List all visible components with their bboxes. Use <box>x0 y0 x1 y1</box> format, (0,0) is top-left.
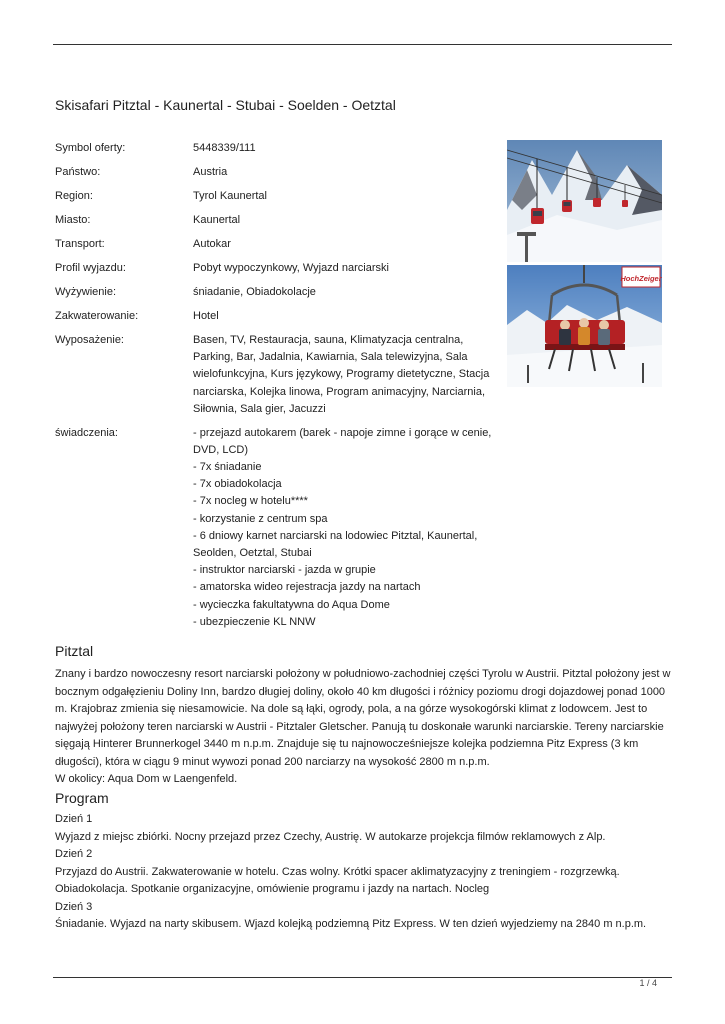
paragraph-line: Przyjazd do Austrii. Zakwaterowanie w hotelu. Czas wolny. Krótki spacer aklimatyzacyjny z treningiem - rozgrzewką. <box>55 865 620 878</box>
detail-value <box>193 284 500 302</box>
detail-value <box>193 425 500 631</box>
detail-value-line: - korzystanie z centrum spa <box>193 512 328 525</box>
detail-value-line: Tyrol Kaunertal <box>193 190 267 202</box>
page-number: 1 / 4 <box>639 978 657 988</box>
detail-value-line: Parking, Bar, Jadalnia, Kawiarnia, Sala telewizyjna, Sala <box>193 351 468 364</box>
paragraph-line: długości), która w ciągu 9 minut wywozi ponad 200 narciarzy na wysokość 2800 m n.p.m. <box>55 755 490 768</box>
detail-value-line: - przejazd autokarem (barek - napoje zimne i gorące w cenie, <box>193 426 492 439</box>
detail-value <box>193 236 500 254</box>
detail-row <box>55 212 500 230</box>
paragraph-line: Obiadokolacja. Spotkanie organizacyjne, omówienie programu i jazdy na nartach. Nocleg <box>55 883 490 895</box>
detail-value-line: - 6 dniowy karnet narciarski na lodowiec Pitztal, Kaunertal, <box>193 529 478 542</box>
detail-row <box>55 236 500 254</box>
detail-value <box>193 332 500 418</box>
detail-value-line: Pobyt wypoczynkowy, Wyjazd narciarski <box>193 262 389 274</box>
detail-value-line: śniadanie, Obiadokolacje <box>193 286 316 298</box>
detail-value <box>193 260 500 278</box>
detail-label: Państwo: <box>55 166 101 178</box>
detail-value-line: - 7x obiadokolacja <box>193 478 282 491</box>
paragraph-line: Dzień 1 <box>55 813 93 825</box>
hochzeiger-sign: HochZeiger <box>620 274 662 283</box>
pitztal-description <box>55 666 675 789</box>
paragraph-line: W okolicy: Aqua Dom w Laengenfeld. <box>55 773 238 785</box>
paragraph-line: Dzień 2 <box>55 848 93 860</box>
detail-label: świadczenia: <box>55 426 118 439</box>
detail-row <box>55 140 500 158</box>
detail-row <box>55 188 500 206</box>
program-description <box>55 811 675 934</box>
detail-value-line: Siłownia, Sala gier, Jacuzzi <box>193 402 326 415</box>
offer-details <box>55 140 500 637</box>
detail-label: Profil wyjazdu: <box>55 262 126 274</box>
detail-value-line: - ubezpieczenie KL NNW <box>193 615 316 628</box>
paragraph-line: sięgają Hinterer Brunnerkogel 3440 m n.p.m. Znajduje się tu najnowocześniejsze kolejka podziemna Pitz Express (3 km <box>55 738 639 750</box>
detail-value <box>193 140 500 158</box>
detail-value-line: Hotel <box>193 310 219 322</box>
detail-value-line: - 7x nocleg w hotelu**** <box>193 495 308 508</box>
detail-value-line: - 7x śniadanie <box>193 460 262 473</box>
detail-row <box>55 284 500 302</box>
detail-value-line: Kaunertal <box>193 214 241 226</box>
paragraph-line: najwyżej położony teren narciarski w Austrii - Pitztaler Gletscher. Panują tu doskonałe warunki narciarskie. Tereny narciarskie <box>55 720 664 733</box>
detail-value-line: Austria <box>193 166 228 178</box>
detail-value <box>193 212 500 230</box>
detail-row <box>55 164 500 182</box>
detail-row <box>55 260 500 278</box>
detail-value <box>193 188 500 206</box>
detail-value-line: Seolden, Oetztal, Stubai <box>193 546 312 559</box>
detail-value-line: Basen, TV, Restauracja, sauna, Klimatyzacja centralna, <box>193 334 464 346</box>
section-heading-program: Program <box>55 790 109 806</box>
top-rule <box>53 44 672 45</box>
detail-label: Miasto: <box>55 214 91 226</box>
detail-value-line: - amatorska wideo rejestracja jazdy na nartach <box>193 581 421 594</box>
detail-value-line: DVD, LCD) <box>193 443 249 456</box>
paragraph-line: bocznym odgałęzieniu Doliny Inn, bardzo długiej doliny, około 40 km długości i różnicy poziomu drogi dojazdowej ponad 1000 <box>55 685 666 698</box>
detail-label: Transport: <box>55 238 105 250</box>
detail-value-line: wielofunkcyjna, Kurs językowy, Programy dietetyczne, Stacja <box>193 368 490 381</box>
section-heading-pitztal: Pitztal <box>55 643 94 659</box>
detail-value-line: - instruktor narciarski - jazda w grupie <box>193 564 376 577</box>
detail-label: Region: <box>55 190 93 202</box>
detail-row <box>55 308 500 326</box>
detail-label: Symbol oferty: <box>55 142 126 154</box>
paragraph-line: Wyjazd z miejsc zbiórki. Nocny przejazd przez Czechy, Austrię. W autokarze projekcja filmów reklamowych z Alp. <box>55 830 606 843</box>
detail-value <box>193 308 500 326</box>
detail-value-line: Autokar <box>193 238 231 250</box>
paragraph-line: m. Krajobraz zmienia się niesamowicie. Na dole są łąki, ogrody, pola, a na górze wysokogórski klimat z lodowcem. Jest to <box>55 703 648 715</box>
detail-label: Wyżywienie: <box>55 286 117 298</box>
detail-row <box>55 332 500 418</box>
chairlift-photo <box>507 265 662 387</box>
bottom-rule <box>53 977 672 978</box>
detail-value-line: narciarska, Kolejka linowa, Program animacyjny, Narciarnia, <box>193 385 486 398</box>
paragraph-line: Śniadanie. Wyjazd na narty skibusem. Wjazd kolejką podziemną Pitz Express. W ten dzień wyjedziemy na 2840 m n.p.m. <box>55 918 647 930</box>
detail-value-line: 5448339/111 <box>193 142 256 154</box>
paragraph-line: Znany i bardzo nowoczesny resort narciarski położony w południowo-zachodniej części Tyrolu w Austrii. Pitztal położony jest w <box>55 668 671 680</box>
detail-value-line: - wycieczka fakultatywna do Aqua Dome <box>193 598 390 611</box>
detail-row <box>55 425 500 631</box>
gondola-photo <box>507 140 662 262</box>
page-title: Skisafari Pitztal - Kaunertal - Stubai - Soelden - Oetztal <box>55 97 396 113</box>
paragraph-line: Dzień 3 <box>55 900 93 913</box>
detail-value <box>193 164 500 182</box>
detail-label: Zakwaterowanie: <box>55 310 139 322</box>
detail-label: Wyposażenie: <box>55 334 124 346</box>
